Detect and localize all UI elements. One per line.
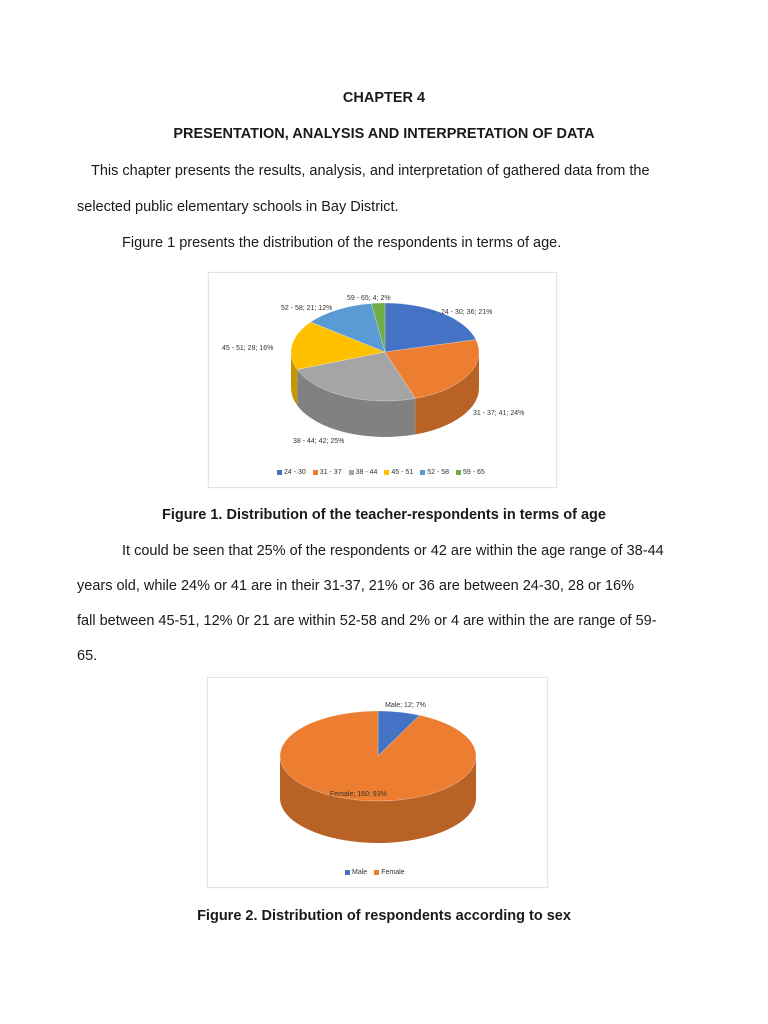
- sex-pie-chart: [208, 678, 547, 887]
- legend-label: 31 - 37: [319, 469, 342, 476]
- slice-label: Male; 12; 7%: [385, 702, 426, 709]
- slice-label: 38 - 44; 42; 25%: [293, 438, 345, 445]
- legend-label: 45 - 51: [391, 469, 414, 476]
- slice-label: 59 - 65; 4; 2%: [347, 295, 391, 302]
- analysis-line-1: It could be seen that 25% of the respondents or 42 are within the age range of 38-44: [122, 543, 664, 559]
- slice-label: 45 - 51; 28; 16%: [222, 345, 274, 352]
- figure-2-chart: [207, 677, 548, 888]
- legend-item: [384, 469, 413, 476]
- figure-1-intro: Figure 1 presents the distribution of the respondents in terms of age.: [122, 235, 562, 251]
- chart-legend: [277, 469, 485, 476]
- slice-label: 31 - 37; 41; 24%: [473, 410, 525, 417]
- legend-item: [345, 869, 367, 876]
- legend-item: [456, 469, 485, 476]
- slice-label: 24 - 30; 36; 21%: [441, 309, 493, 316]
- legend-label: 59 - 65: [462, 469, 485, 476]
- chapter-heading: CHAPTER 4: [342, 90, 426, 106]
- chart-legend: [345, 869, 405, 876]
- slice-label: Female; 160; 93%: [330, 791, 387, 798]
- legend-label: 38 - 44: [355, 469, 378, 476]
- legend-label: Male: [352, 869, 368, 876]
- legend-label: 24 - 30: [284, 469, 306, 476]
- age-pie-chart: [209, 273, 556, 487]
- figure-2-caption: Figure 2. Distribution of respondents according to sex: [197, 908, 571, 924]
- slice-label: 52 - 58; 21; 12%: [281, 305, 333, 312]
- legend-label: Female: [381, 869, 405, 876]
- legend-item: [277, 469, 306, 476]
- analysis-line-4: 65.: [77, 648, 98, 664]
- legend-item: [374, 869, 404, 876]
- intro-paragraph-line-1: This chapter presents the results, analysis, and interpretation of gathered data from the: [91, 163, 650, 179]
- analysis-line-2: years old, while 24% or 41 are in their 31-37, 21% or 36 are between 24-30, 28 or 16%: [77, 578, 634, 594]
- chapter-title: PRESENTATION, ANALYSIS AND INTERPRETATION OF DATA: [173, 126, 595, 142]
- pie-slice: [280, 711, 476, 801]
- legend-item: [313, 469, 342, 476]
- legend-item: [349, 469, 378, 476]
- legend-label: 52 - 58: [427, 469, 449, 476]
- figure-1-caption: Figure 1. Distribution of the teacher-respondents in terms of age: [162, 507, 606, 523]
- intro-paragraph-line-2: selected public elementary schools in Bay District.: [77, 199, 399, 215]
- figure-1-chart: [208, 272, 557, 488]
- legend-item: [420, 469, 449, 476]
- analysis-line-3: fall between 45-51, 12% 0r 21 are within 52-58 and 2% or 4 are within the are range of 59-: [77, 613, 657, 629]
